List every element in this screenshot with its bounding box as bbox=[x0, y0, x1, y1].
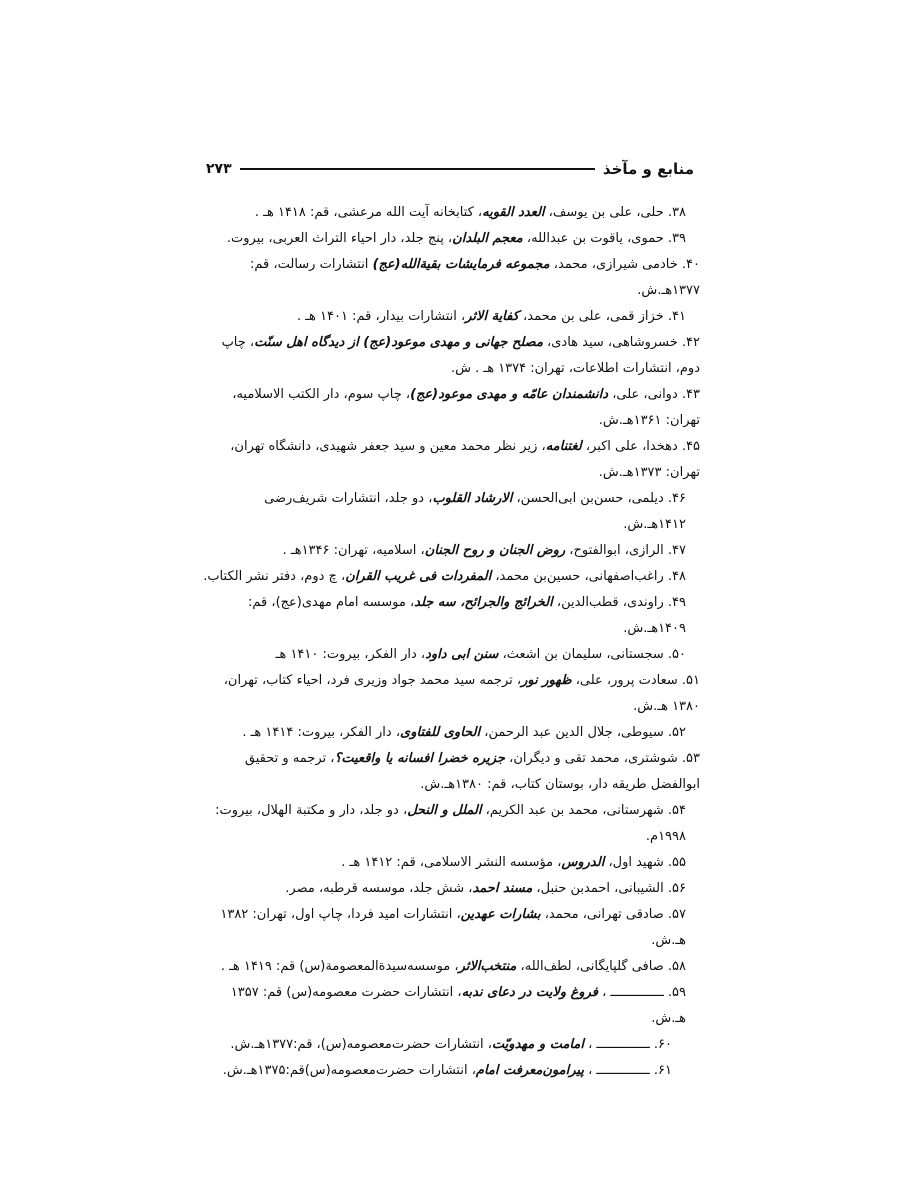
reference-publication: ، چ دوم، دفتر نشر الکتاب. bbox=[203, 569, 346, 584]
header-rule bbox=[240, 168, 595, 170]
reference-title: الارشاد القلوب bbox=[432, 491, 513, 506]
reference-title: بشارات عهدین bbox=[460, 907, 541, 922]
reference-publication: ، انتشارات حضرت‌معصومه(س)قم:۱۳۷۵هـ.ش. bbox=[222, 1063, 476, 1078]
reference-number: ۴۰. bbox=[681, 257, 700, 272]
reference-author: ــــــــــــــ ، bbox=[583, 1037, 650, 1052]
reference-number: ۴۳. bbox=[681, 387, 700, 402]
reference-publication: ، مؤسسه النشر الاسلامی، قم: ۱۴۱۲ هـ . bbox=[341, 855, 562, 870]
reference-title: فروغ ولایت در دعای ندبه bbox=[461, 985, 598, 1000]
reference-number: ۴۷. bbox=[667, 543, 686, 558]
reference-title: کفایة الاثر bbox=[465, 309, 519, 324]
reference-author: خزاز قمی، علی بن محمد، bbox=[518, 309, 664, 324]
reference-number: ۵۸. bbox=[667, 959, 686, 974]
reference-entry bbox=[200, 746, 700, 798]
reference-number: ۳۹. bbox=[667, 231, 686, 246]
reference-publication: ، انتشارات امید فردا، چاپ اول، تهران: ۱۳۸۲ هـ.ش. bbox=[220, 907, 686, 948]
reference-title: العدد القویه bbox=[482, 205, 545, 220]
reference-entry bbox=[200, 798, 700, 850]
reference-author: الشیبانی، احمدبن حنبل، bbox=[532, 881, 664, 896]
reference-publication: ، انتشارات حضرت‌معصومه(س)، قم:۱۳۷۷هـ.ش. bbox=[230, 1037, 492, 1052]
reference-publication: ، دو جلد، دار و مکتبة الهلال، بیروت: ۱۹۹۸م. bbox=[215, 803, 686, 844]
reference-author: شوشتری، محمد تقی و دیگران، bbox=[505, 751, 678, 766]
reference-number: ۵۹. bbox=[667, 985, 686, 1000]
reference-entry bbox=[200, 434, 700, 486]
reference-number: ۵۳. bbox=[681, 751, 700, 766]
reference-author: شهرستانی، محمد بن عبد الکریم، bbox=[481, 803, 664, 818]
reference-publication: ، زیر نظر محمد معین و سید جعفر شهیدی، دانشگاه تهران، تهران: ۱۳۷۳هـ.ش. bbox=[230, 439, 700, 480]
reference-entry bbox=[200, 1032, 700, 1058]
reference-title: الخرائج والجرائح، سه جلد bbox=[414, 595, 553, 610]
reference-number: ۵۲. bbox=[667, 725, 686, 740]
page-header bbox=[206, 155, 694, 183]
reference-number: ۴۱. bbox=[667, 309, 686, 324]
reference-publication: ، کتابخانه آیت الله مرعشی، قم: ۱۴۱۸ هـ . bbox=[254, 205, 483, 220]
reference-number: ۴۲. bbox=[681, 335, 700, 350]
reference-title: امامت و مهدویّت bbox=[491, 1037, 584, 1052]
reference-publication: ، پنج جلد، دار احیاء التراث العربی، بیروت. bbox=[226, 231, 453, 246]
reference-author: حلی، علی بن یوسف، bbox=[544, 205, 664, 220]
reference-author: دوانی، علی، bbox=[608, 387, 678, 402]
reference-entry bbox=[200, 538, 700, 564]
reference-author: حموی، یاقوت بن عبدالله، bbox=[522, 231, 664, 246]
reference-entry bbox=[200, 564, 700, 590]
reference-number: ۶۱. bbox=[653, 1063, 672, 1078]
reference-publication: ، دار الفکر، بیروت: ۱۴۱۴ هـ . bbox=[242, 725, 401, 740]
reference-title: مسند احمد bbox=[472, 881, 533, 896]
reference-number: ۵۱. bbox=[681, 673, 700, 688]
reference-publication: ، انتشارات حضرت معصومه(س) قم: ۱۳۵۷ هـ.ش. bbox=[230, 985, 686, 1026]
reference-entry bbox=[200, 668, 700, 720]
reference-author: شهید اول، bbox=[604, 855, 664, 870]
reference-title: سنن ابی داود bbox=[425, 647, 499, 662]
reference-entry bbox=[200, 590, 700, 642]
reference-author: راغب‌اصفهانی، حسین‌بن محمد، bbox=[491, 569, 664, 584]
reference-number: ۶۰. bbox=[653, 1037, 672, 1052]
reference-number: ۴۶. bbox=[667, 491, 686, 506]
reference-title: پیرامون‌معرفت امام bbox=[475, 1063, 584, 1078]
reference-title: روض الجنان و روح الجنان bbox=[424, 543, 566, 558]
reference-author: خادمی شیرازی، محمد، bbox=[549, 257, 678, 272]
reference-number: ۵۶. bbox=[667, 881, 686, 896]
reference-author: سیوطی، جلال الدین عبد الرحمن، bbox=[480, 725, 664, 740]
reference-title: دانشمندان عامّه و مهدی موعود(عج) bbox=[410, 387, 609, 402]
reference-title: المفردات فی غریب القران bbox=[345, 569, 492, 584]
reference-publication: ، شش جلد، موسسه قرطبه، مصر. bbox=[285, 881, 473, 896]
reference-author: خسروشاهی، سید هادی، bbox=[542, 335, 678, 350]
reference-publication: ، چاپ دوم، انتشارات اطلاعات، تهران: ۱۳۷۴ هـ . ش. bbox=[221, 335, 700, 376]
reference-entry bbox=[200, 1058, 700, 1084]
reference-number: ۵۴. bbox=[667, 803, 686, 818]
reference-title: جزیره خضرا افسانه یا واقعیت؟ bbox=[334, 751, 505, 766]
reference-author: راوندی، قطب‌الدین، bbox=[552, 595, 664, 610]
reference-author: ــــــــــــــ ، bbox=[597, 985, 664, 1000]
reference-number: ۴۹. bbox=[667, 595, 686, 610]
reference-author: الرازی، ابوالفتوح، bbox=[565, 543, 664, 558]
reference-author: ــــــــــــــ ، bbox=[583, 1063, 650, 1078]
reference-number: ۴۵. bbox=[681, 439, 700, 454]
reference-title: منتخب‌الاثر bbox=[458, 959, 517, 974]
reference-title: لغتنامه bbox=[545, 439, 582, 454]
reference-number: ۵۵. bbox=[667, 855, 686, 870]
reference-entry bbox=[200, 382, 700, 434]
reference-entry bbox=[200, 876, 700, 902]
reference-publication: ، دار الفکر، بیروت: ۱۴۱۰ هـ bbox=[275, 647, 426, 662]
page-number: ۲۷۳ bbox=[206, 161, 232, 177]
reference-author: سعادت پرور، علی، bbox=[571, 673, 678, 688]
reference-entry bbox=[200, 642, 700, 668]
reference-number: ۴۸. bbox=[667, 569, 686, 584]
reference-publication: ، ترجمه سید محمد جواد وزیری فرد، احیاء کتاب، تهران، ۱۳۸۰ هـ.ش. bbox=[223, 673, 700, 714]
reference-publication: ، موسسه امام مهدی(عج)، قم: ۱۴۰۹هـ.ش. bbox=[248, 595, 686, 636]
reference-entry bbox=[200, 902, 700, 954]
reference-publication: ، چاپ سوم، دار الکتب الاسلامیه، تهران: ۱۳۶۱هـ.ش. bbox=[232, 387, 700, 428]
reference-author: دهخدا، علی اکبر، bbox=[581, 439, 678, 454]
reference-author: صادقی تهرانی، محمد، bbox=[540, 907, 664, 922]
reference-title: الحاوی للفتاوی bbox=[400, 725, 481, 740]
reference-entry bbox=[200, 486, 700, 538]
reference-number: ۵۷. bbox=[667, 907, 686, 922]
reference-entry bbox=[200, 850, 700, 876]
reference-entry bbox=[200, 720, 700, 746]
reference-title: ظهور نور bbox=[521, 673, 572, 688]
reference-entry bbox=[200, 252, 700, 304]
reference-entry bbox=[200, 954, 700, 980]
reference-entry bbox=[200, 304, 700, 330]
reference-author: سجستانی، سلیمان بن اشعث، bbox=[498, 647, 664, 662]
reference-entry bbox=[200, 980, 700, 1032]
reference-number: ۳۸. bbox=[667, 205, 686, 220]
reference-title: مصلح جهانی و مهدی موعود(عج) از دیدگاه اهل سنّت bbox=[254, 335, 543, 350]
reference-author: صافی گلپایگانی، لطف‌الله، bbox=[516, 959, 664, 974]
reference-publication: ، موسسه‌سیدةالمعصومة(س) قم: ۱۴۱۹ هـ . bbox=[220, 959, 459, 974]
reference-title: مجموعه فرمایشات بقیةالله(عج) bbox=[372, 257, 550, 272]
reference-publication: انتشارات رسالت، قم: ۱۳۷۷هـ.ش. bbox=[250, 257, 700, 298]
page-title: منابع و مآخذ bbox=[602, 160, 694, 178]
reference-entry bbox=[200, 330, 700, 382]
reference-publication: ، دو جلد، انتشارات شریف‌رضی ۱۴۱۲هـ.ش. bbox=[264, 491, 686, 532]
reference-publication: ، اسلامیه، تهران: ۱۳۴۶هـ . bbox=[282, 543, 425, 558]
reference-list bbox=[200, 200, 700, 1084]
reference-number: ۵۰. bbox=[667, 647, 686, 662]
reference-publication: ، انتشارات بیدار، قم: ۱۴۰۱ هـ . bbox=[296, 309, 466, 324]
reference-title: الملل و النحل bbox=[407, 803, 482, 818]
reference-title: معجم البلدان bbox=[452, 231, 523, 246]
reference-publication: ، ترجمه و تحقیق ابوالفضل طریقه دار، بوستان کتاب، قم: ۱۳۸۰هـ.ش. bbox=[244, 751, 700, 792]
reference-author: دیلمی، حسن‌بن ابی‌الحسن، bbox=[512, 491, 664, 506]
reference-entry bbox=[200, 226, 700, 252]
reference-title: الدروس bbox=[561, 855, 605, 870]
reference-entry bbox=[200, 200, 700, 226]
